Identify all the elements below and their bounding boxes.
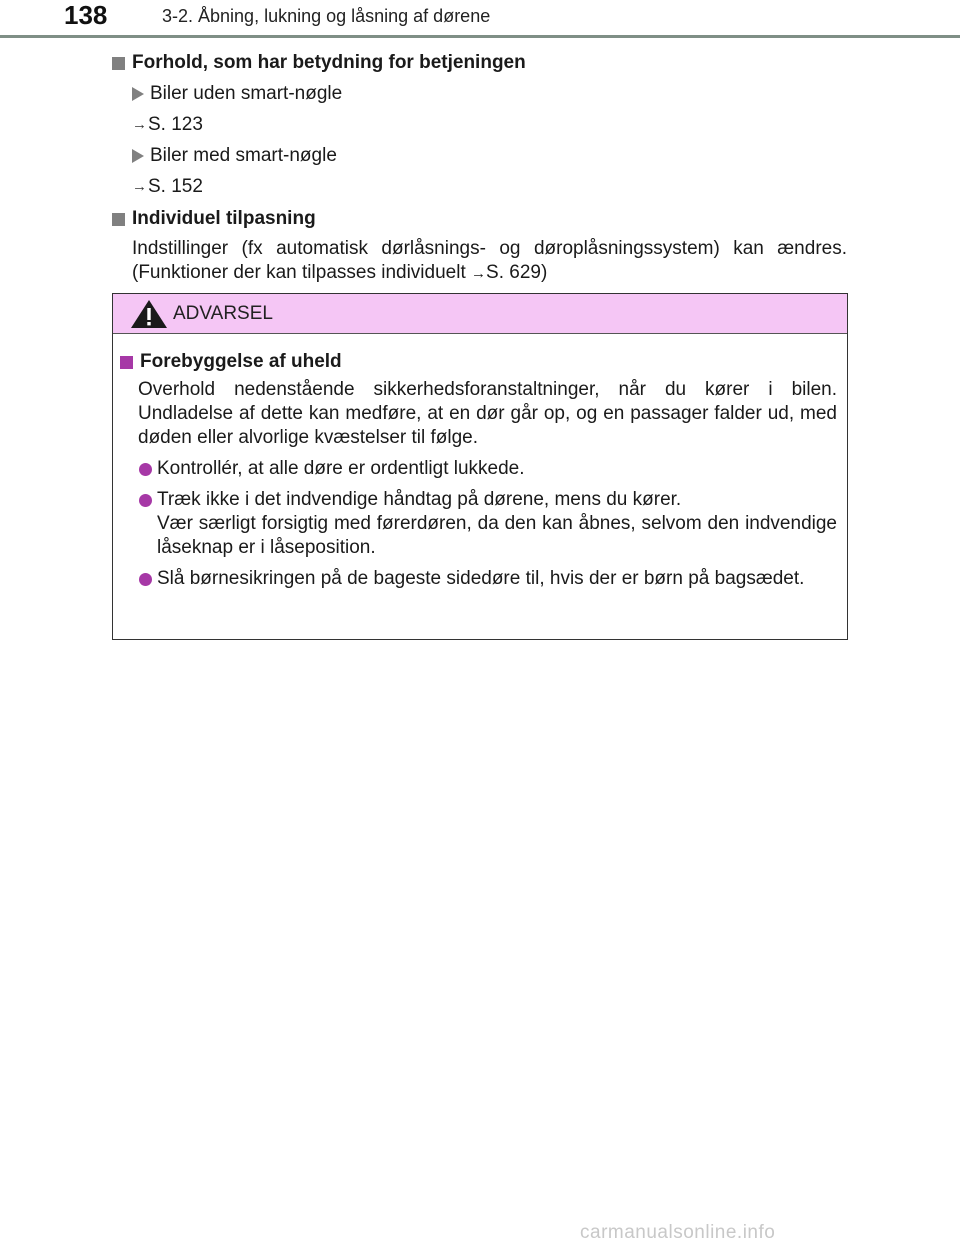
page-header: [0, 0, 960, 40]
reference-link[interactable]: S. 152: [148, 176, 203, 197]
circle-bullet-icon: [139, 463, 152, 476]
reference-link[interactable]: S. 629): [486, 262, 548, 283]
warning-section-title: Forebyggelse af uheld: [140, 351, 342, 372]
arrow-right-icon: →: [471, 265, 487, 282]
warning-intro: Overhold nedenstående sikkerhedsforanstaltninger, når du kører i bilen. Undladelse af dette kan medføre, at en dør går op, og en passager falder ud, med døden eller alvorlige kvæstelser til følge.: [138, 379, 837, 448]
triangle-bullet-icon: [132, 87, 144, 101]
arrow-right-icon: →: [132, 178, 147, 195]
section-heading: [112, 206, 847, 232]
square-bullet-icon: [112, 57, 125, 70]
list-item: Træk ikke i det indvendige håndtag på dørene, mens du kører. Vær særligt forsigtig med førerdøren, da den kan åbnes, selvom den indvendige låseknap er i låseposition.: [139, 488, 837, 560]
section-paragraph: Indstillinger (fx automatisk dørlåsnings- og døroplåsningssystem) kan ændres. (Funktioner der kan tilpasses individuelt →S. 629): [132, 238, 847, 283]
warning-triangle-icon: [129, 298, 169, 330]
page-number: 138: [64, 0, 108, 30]
watermark: carmanualsonline.info: [580, 1222, 776, 1243]
main-content: [112, 48, 847, 286]
list-item: [132, 143, 847, 169]
section-title: Individuel tilpasning: [132, 208, 316, 229]
section-title: Forhold, som har betydning for betjeningen: [132, 52, 526, 73]
arrow-right-icon: →: [132, 116, 147, 133]
warning-section-heading: [120, 350, 837, 374]
list-item: [132, 81, 847, 107]
section-heading: [112, 50, 847, 76]
list-item: Kontrollér, at alle døre er ordentligt lukkede.: [139, 457, 837, 481]
page-reference[interactable]: [132, 174, 847, 200]
circle-bullet-icon: [139, 494, 152, 507]
reference-link[interactable]: S. 123: [148, 114, 203, 135]
chapter-title: 3-2. Åbning, lukning og låsning af dørene: [162, 6, 491, 26]
header-divider: [0, 35, 960, 38]
warning-label: ADVARSEL: [173, 302, 273, 324]
warning-body: [113, 334, 847, 591]
list-item: Slå børnesikringen på de bageste sidedøre til, hvis der er børn på bagsædet.: [139, 567, 837, 591]
circle-bullet-icon: [139, 573, 152, 586]
triangle-bullet-icon: [132, 149, 144, 163]
warning-header: [113, 294, 847, 334]
square-bullet-icon: [112, 213, 125, 226]
page-reference[interactable]: [132, 112, 847, 138]
warning-box: [112, 293, 848, 640]
item-label: Biler med smart-nøgle: [150, 145, 337, 166]
item-label: Biler uden smart-nøgle: [150, 83, 343, 104]
square-bullet-icon: [120, 356, 133, 369]
